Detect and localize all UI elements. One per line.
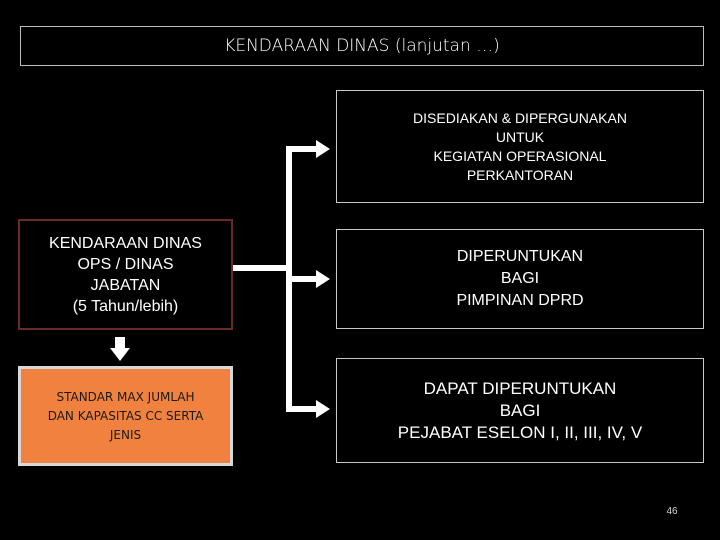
purpose-line: PERKANTORAN <box>466 166 574 183</box>
arrow-right-icon <box>316 400 330 418</box>
purpose-line: DISEDIAKAN & DIPERGUNAKAN <box>413 109 627 126</box>
standard-line: STANDAR MAX JUMLAH <box>56 389 195 404</box>
connector-branch-2 <box>289 276 318 282</box>
purpose-line: PEJABAT ESELON I, II, III, IV, V <box>397 422 643 442</box>
standard-line: JENIS <box>109 427 142 442</box>
connector-main <box>233 265 289 271</box>
vehicle-type-line: JABATAN <box>90 276 161 294</box>
page-number: 46 <box>666 506 678 517</box>
purpose-line: BAGI <box>500 270 540 287</box>
standard-line: DAN KAPASITAS CC SERTA <box>47 408 204 423</box>
purpose-line: DAPAT DIPERUNTUKAN <box>423 378 617 398</box>
arrow-down-icon <box>110 348 130 361</box>
connector-branch-3 <box>286 406 318 412</box>
purpose-line: DIPERUNTUKAN <box>456 248 584 265</box>
purpose-line: BAGI <box>499 400 541 420</box>
connector-branch-1 <box>286 146 318 152</box>
vehicle-type-line: OPS / DINAS <box>77 255 174 273</box>
purpose-line: UNTUK <box>495 128 545 145</box>
arrow-right-icon <box>316 270 330 288</box>
vehicle-type-line: KENDARAAN DINAS <box>49 234 202 252</box>
purpose-line: KEGIATAN OPERASIONAL <box>433 147 607 164</box>
slide-title: KENDARAAN DINAS (lanjutan …) <box>20 26 704 66</box>
arrow-right-icon <box>316 140 330 158</box>
down-arrow-shaft <box>115 337 125 349</box>
purpose-line: PIMPINAN DPRD <box>456 292 584 309</box>
vehicle-type-line: (5 Tahun/lebih) <box>72 297 179 315</box>
